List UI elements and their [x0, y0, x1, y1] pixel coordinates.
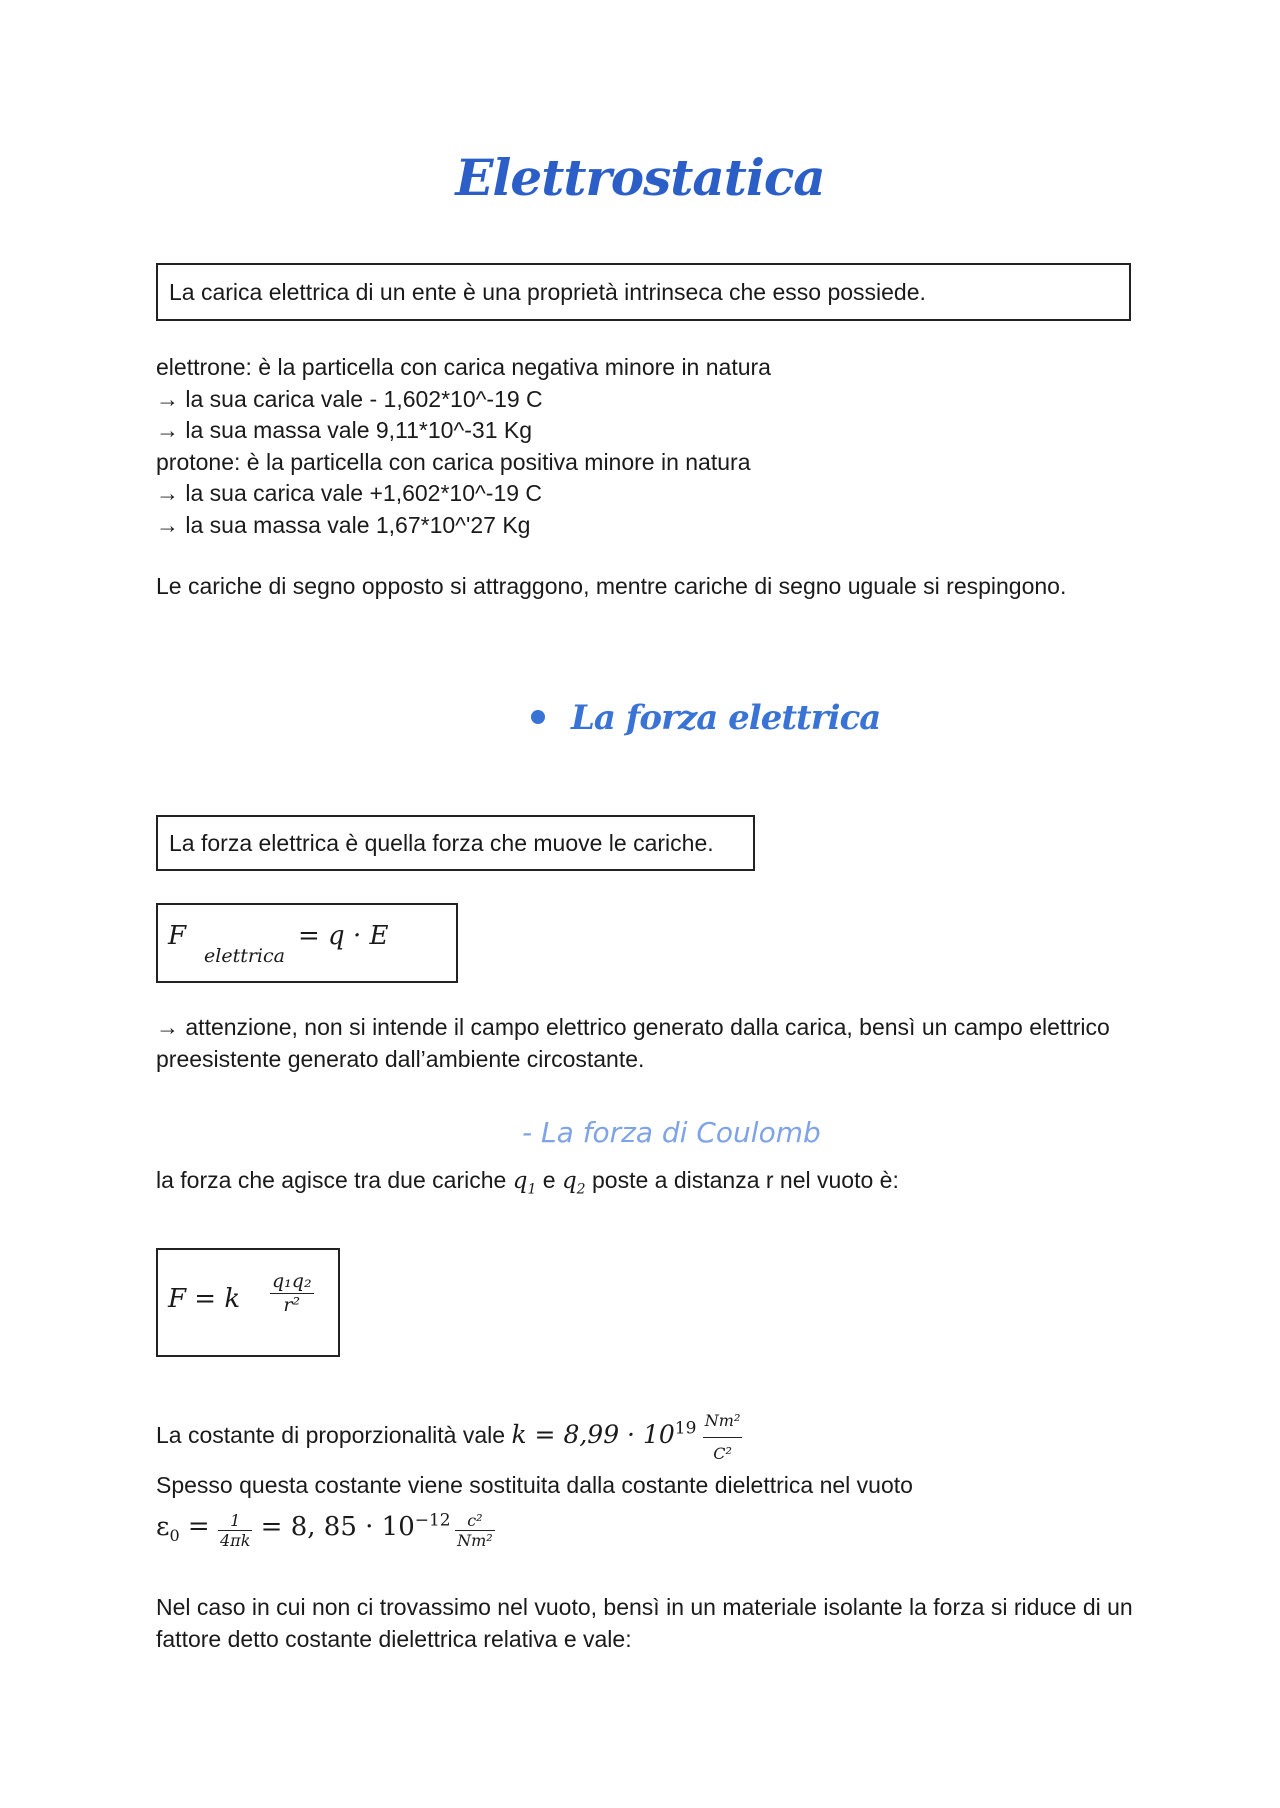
- coulomb-intro-and: e: [536, 1167, 562, 1193]
- coulomb-intro-line: [156, 1165, 1156, 1206]
- formula-subscript: elettrica: [204, 945, 285, 967]
- page-title: Elettrostatica: [455, 148, 825, 207]
- particle-line: elettrone: è la particella con carica negativa minore in natura: [156, 354, 771, 380]
- coulomb-numerator: q₁q₂: [272, 1270, 312, 1292]
- electric-force-formula-box: [156, 903, 458, 983]
- section-heading-coulomb: - La forza di Coulomb: [522, 1116, 821, 1149]
- coulomb-intro-end: poste a distanza r nel vuoto è:: [585, 1167, 899, 1193]
- formula-symbol-f: F: [168, 921, 187, 951]
- coulomb-intro-text: la forza che agisce tra due cariche: [156, 1167, 513, 1193]
- epsilon-formula: [156, 1510, 495, 1550]
- formula-rest: = q · E: [298, 921, 389, 951]
- particle-line: → la sua carica vale +1,602*10^-19 C: [156, 480, 543, 506]
- coulomb-fraction: [270, 1270, 314, 1317]
- epsilon-symbol: $\varepsilon_0$: [156, 1511, 180, 1545]
- particles-list: [156, 352, 1156, 541]
- constant-k-text: La costante di proporzionalità vale: [156, 1422, 512, 1449]
- particle-line: → la sua massa vale 1,67*10^'27 Kg: [156, 511, 531, 538]
- section-heading-text: La forza elettrica: [571, 698, 881, 738]
- epsilon-unit: $\frac{\text{c²}}{\text{Nm²}}$: [457, 1510, 493, 1550]
- charge-q1: $q_1$: [512, 1168, 537, 1198]
- constant-k-line: [156, 1405, 742, 1469]
- epsilon-value: = 8, $85 \cdot 10^{-12}$: [252, 1510, 451, 1542]
- charge-q2: $q_2$: [561, 1168, 586, 1198]
- constant-k-unit: $\frac{\text{Nm²}}{\text{C²}}$: [703, 1405, 743, 1469]
- coulomb-formula-box: [156, 1248, 340, 1357]
- coulomb-denominator: r²: [283, 1293, 301, 1316]
- substitute-constant-line: Spesso questa costante viene sostituita dalla costante dielettrica nel vuoto: [156, 1472, 913, 1498]
- constant-k-formula: $k = 8,99 \cdot 10^{19}$: [511, 1418, 697, 1450]
- bullet-icon: [531, 710, 545, 724]
- particle-line: → la sua carica vale - 1,602*10^-19 C: [156, 385, 543, 412]
- intro-definition-box: La carica elettrica di un ente è una proprietà intrinseca che esso possiede.: [156, 263, 1131, 321]
- particle-line: → la sua massa vale 9,11*10^-31 Kg: [156, 417, 533, 443]
- particle-line: protone: è la particella con carica positiva minore in natura: [156, 448, 751, 475]
- epsilon-fraction: $\frac{1}{4\pi k}$: [220, 1510, 251, 1550]
- section-heading-electric-force: [531, 698, 880, 738]
- coulomb-formula-lhs: F = k: [168, 1284, 241, 1314]
- electric-force-definition-box: La forza elettrica è quella forza che muove le cariche.: [156, 815, 755, 871]
- epsilon-equals: =: [179, 1511, 218, 1542]
- charges-rule-paragraph: Le cariche di segno opposto si attraggono, mentre cariche di segno uguale si respingono.: [156, 573, 1067, 599]
- electric-field-note: → attenzione, non si intende il campo elettrico generato dalla carica, bensì un campo elettrico preesistente generato dall’ambiente circostante.: [156, 1014, 1110, 1072]
- relative-dielectric-paragraph: Nel caso in cui non ci trovassimo nel vuoto, bensì in un materiale isolante la forza si riduce di un fattore detto costante dielettrica relativa e vale:: [156, 1594, 1133, 1652]
